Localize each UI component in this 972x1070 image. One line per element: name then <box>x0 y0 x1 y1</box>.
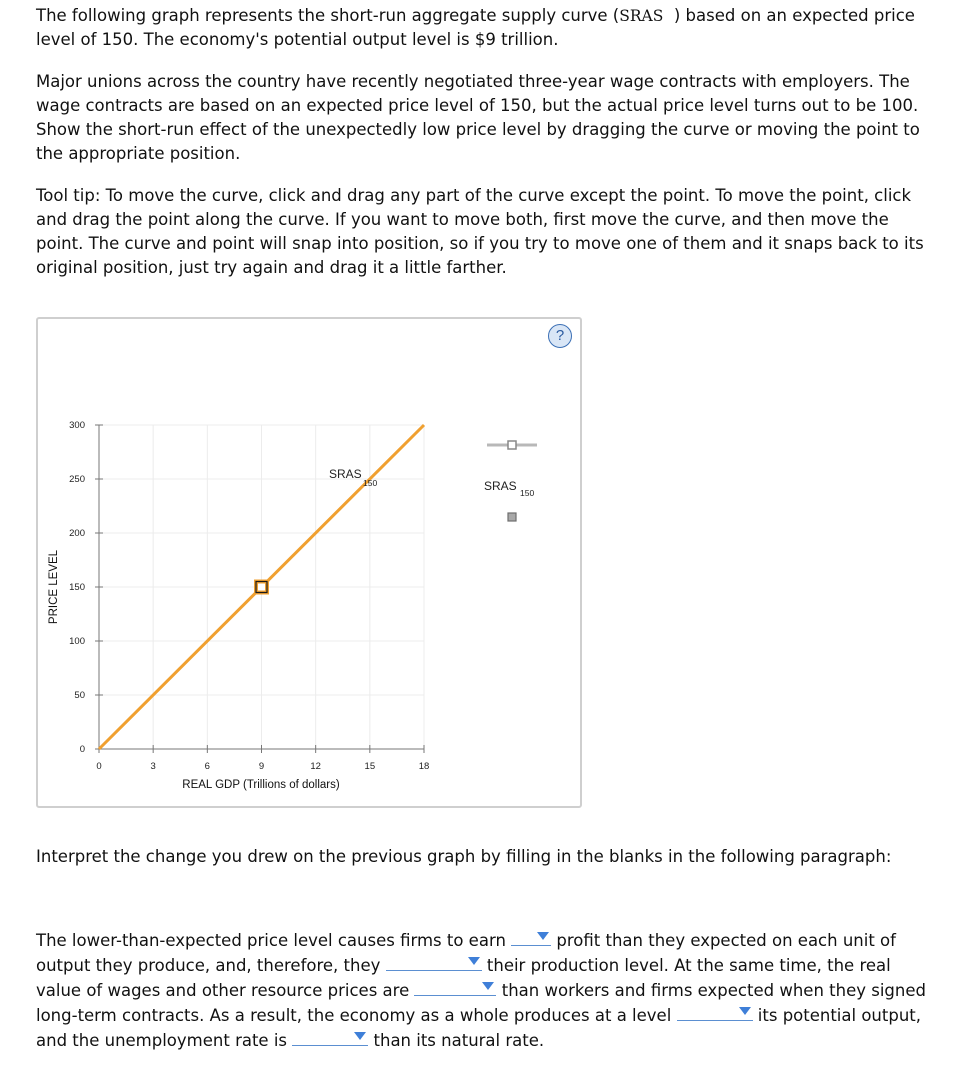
fill-in-paragraph <box>36 928 936 1053</box>
y-tick-label: 50 <box>74 690 85 701</box>
tool-tip-paragraph: Tool tip: To move the curve, click and drag any part of the curve except the point. To move the point, click and drag the point along the curve. If you want to move both, first move the curve, and then move the point. The curve and point will snap into position, so if you try to move one of them and it snaps back to its original position, just try again and drag it a little farther. <box>36 186 924 277</box>
x-tick-label: 9 <box>258 761 265 772</box>
legend[interactable] <box>484 441 537 521</box>
intro-paragraph-1 <box>36 4 936 52</box>
fill-text: The lower-than-expected price level causes firms to earn <box>36 931 506 950</box>
resource-prices-dropdown[interactable] <box>414 978 496 996</box>
profit-dropdown[interactable] <box>511 928 551 946</box>
legend-label: SRAS <box>484 479 517 493</box>
y-tick-label: 250 <box>69 474 85 485</box>
chevron-down-icon[interactable] <box>482 982 494 990</box>
fill-text: than workers and firms expected when they signed long-term contracts. As a result, the economy as a whole produces at a level <box>36 981 926 1025</box>
interpret-instruction: Interpret the change you drew on the previous graph by filling in the blanks in the following paragraph: <box>36 847 892 866</box>
x-tick-label: 3 <box>150 761 156 772</box>
y-tick-label: 150 <box>69 582 85 593</box>
y-tick-label: 100 <box>69 636 85 647</box>
intro-paragraph-2: Major unions across the country have recently negotiated three-year wage contracts with employers. The wage contracts are based on an expected price level of 150, but the actual price level turns out to be 100. Show the short-run effect of the unexpectedly low price level by dragging the curve or moving the point to the appropriate position. <box>36 72 920 163</box>
output-level-dropdown[interactable] <box>677 1003 753 1021</box>
y-tick-label: 200 <box>69 528 85 539</box>
intro-text: The following graph represents the short-run aggregate supply curve ( <box>36 6 620 25</box>
y-axis-title: PRICE LEVEL <box>48 549 60 625</box>
legend-point-marker[interactable] <box>508 513 516 521</box>
legend-label-subscript: 150 <box>520 488 535 498</box>
unemployment-dropdown[interactable] <box>292 1028 368 1046</box>
curve-label: SRAS <box>329 467 362 481</box>
production-dropdown[interactable] <box>386 953 482 971</box>
chevron-down-icon[interactable] <box>468 957 480 965</box>
y-tick-label: 300 <box>69 420 85 431</box>
curve-label-subscript: 150 <box>363 478 378 488</box>
sras-term: SRAS <box>619 7 664 25</box>
chevron-down-icon[interactable] <box>537 932 549 940</box>
x-axis-title: REAL GDP (Trillions of dollars) <box>182 779 340 791</box>
fill-text: than its natural rate. <box>373 1031 545 1050</box>
x-tick-label: 0 <box>96 761 102 772</box>
fill-text: their production level. At the same time, the real value of wages and other resource prices are <box>36 956 891 1000</box>
chevron-down-icon[interactable] <box>354 1032 366 1040</box>
x-tick-label: 6 <box>204 761 210 772</box>
x-tick-label: 15 <box>364 761 376 772</box>
fill-text: its potential output, and the unemployment rate is <box>36 1006 922 1050</box>
legend-curve-point[interactable] <box>508 441 516 449</box>
chevron-down-icon[interactable] <box>739 1007 751 1015</box>
sras-chart <box>38 319 584 810</box>
x-tick-label: 12 <box>310 761 321 772</box>
x-tick-label: 18 <box>418 761 430 772</box>
graph-panel <box>36 317 582 808</box>
fill-text: profit than they expected on each unit of output they produce, and, therefore, they <box>36 931 896 975</box>
intro-text: ) based on an expected price level of 150. The economy's potential output level is $9 trillion. <box>36 6 915 49</box>
help-icon[interactable]: ? <box>548 324 572 348</box>
equilibrium-point-outer[interactable] <box>256 582 267 593</box>
y-tick-label: 0 <box>79 744 85 755</box>
